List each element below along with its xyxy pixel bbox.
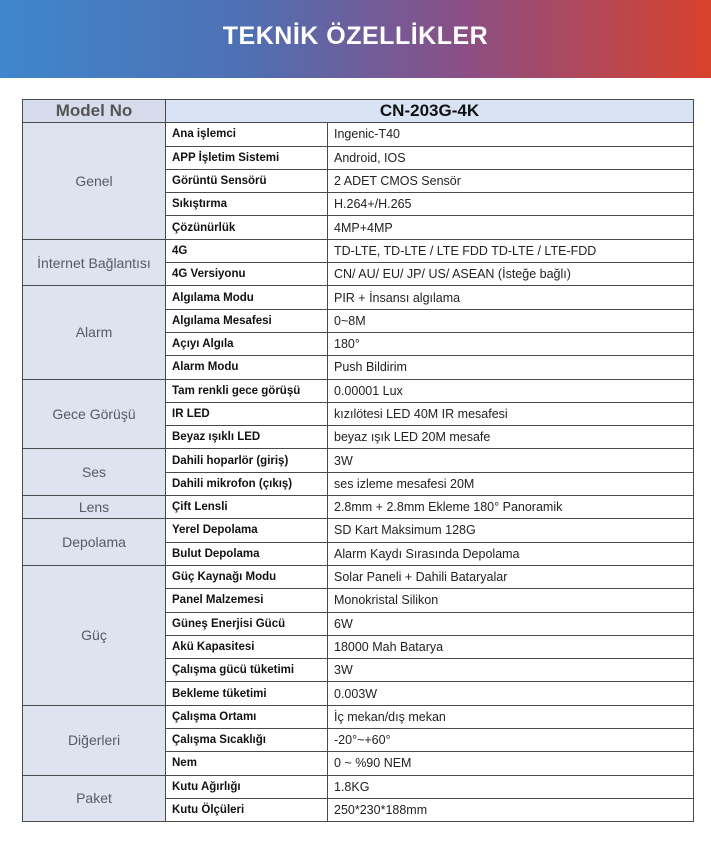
table-row	[23, 286, 694, 309]
model-no-label: Model No	[23, 100, 166, 123]
spec-value: beyaz ışık LED 20M mesafe	[328, 426, 694, 449]
spec-value: 4MP+4MP	[328, 216, 694, 239]
spec-value: 2.8mm + 2.8mm Ekleme 180° Panoramik	[328, 496, 694, 519]
spec-key: Tam renkli gece görüşü	[166, 379, 328, 402]
spec-key: Algılama Modu	[166, 286, 328, 309]
spec-key: Kutu Ölçüleri	[166, 798, 328, 821]
table-row	[23, 565, 694, 588]
spec-key: Çalışma gücü tüketimi	[166, 659, 328, 682]
spec-value: -20°~+60°	[328, 729, 694, 752]
table-row	[23, 496, 694, 519]
table-header-row	[23, 100, 694, 123]
category-cell: Güç	[23, 565, 166, 705]
spec-key: Bulut Depolama	[166, 542, 328, 565]
spec-key: Akü Kapasitesi	[166, 635, 328, 658]
spec-key: Beyaz ışıklı LED	[166, 426, 328, 449]
table-row	[23, 705, 694, 728]
spec-key: Ana işlemci	[166, 123, 328, 146]
spec-key: Alarm Modu	[166, 356, 328, 379]
spec-key: Yerel Depolama	[166, 519, 328, 542]
spec-value: 0 ~ %90 NEM	[328, 752, 694, 775]
table-row	[23, 449, 694, 472]
spec-key: Çift Lensli	[166, 496, 328, 519]
spec-value: kızılötesi LED 40M IR mesafesi	[328, 402, 694, 425]
spec-key: Bekleme tüketimi	[166, 682, 328, 705]
spec-value: 6W	[328, 612, 694, 635]
spec-key: Panel Malzemesi	[166, 589, 328, 612]
spec-key: Açıyı Algıla	[166, 332, 328, 355]
spec-value: SD Kart Maksimum 128G	[328, 519, 694, 542]
category-cell: Diğerleri	[23, 705, 166, 775]
spec-key: Çalışma Ortamı	[166, 705, 328, 728]
spec-table-body	[23, 123, 694, 822]
spec-value: 3W	[328, 449, 694, 472]
page-title: TEKNİK ÖZELLİKLER	[222, 21, 489, 50]
spec-key: 4G	[166, 239, 328, 262]
spec-value: 180°	[328, 332, 694, 355]
header-banner	[0, 0, 711, 78]
category-cell: Ses	[23, 449, 166, 496]
spec-value: Alarm Kaydı Sırasında Depolama	[328, 542, 694, 565]
table-row	[23, 519, 694, 542]
category-cell: Gece Görüşü	[23, 379, 166, 449]
spec-value: 0.00001 Lux	[328, 379, 694, 402]
spec-key: Sıkıştırma	[166, 193, 328, 216]
spec-value: İç mekan/dış mekan	[328, 705, 694, 728]
spec-key: Çalışma Sıcaklığı	[166, 729, 328, 752]
spec-key: Güneş Enerjisi Gücü	[166, 612, 328, 635]
spec-value: 1.8KG	[328, 775, 694, 798]
spec-key: Nem	[166, 752, 328, 775]
spec-key: Görüntü Sensörü	[166, 169, 328, 192]
spec-value: TD-LTE, TD-LTE / LTE FDD TD-LTE / LTE-FDD	[328, 239, 694, 262]
category-cell: Depolama	[23, 519, 166, 566]
spec-value: ses izleme mesafesi 20M	[328, 472, 694, 495]
spec-key: Dahili hoparlör (giriş)	[166, 449, 328, 472]
spec-value: H.264+/H.265	[328, 193, 694, 216]
spec-value: Monokristal Silikon	[328, 589, 694, 612]
spec-key: IR LED	[166, 402, 328, 425]
spec-value: Ingenic-T40	[328, 123, 694, 146]
table-row	[23, 123, 694, 146]
spec-value: CN/ AU/ EU/ JP/ US/ ASEAN (İsteğe bağlı)	[328, 263, 694, 286]
spec-key: APP İşletim Sistemi	[166, 146, 328, 169]
spec-value: 250*230*188mm	[328, 798, 694, 821]
spec-value: Solar Paneli + Dahili Bataryalar	[328, 565, 694, 588]
category-cell: Alarm	[23, 286, 166, 379]
category-cell: Genel	[23, 123, 166, 239]
spec-value: 18000 Mah Batarya	[328, 635, 694, 658]
model-no-value: CN-203G-4K	[166, 100, 694, 123]
spec-value: Push Bildirim	[328, 356, 694, 379]
spec-table	[22, 99, 694, 822]
table-row	[23, 775, 694, 798]
spec-key: 4G Versiyonu	[166, 263, 328, 286]
spec-value: 3W	[328, 659, 694, 682]
spec-key: Güç Kaynağı Modu	[166, 565, 328, 588]
spec-value: 0.003W	[328, 682, 694, 705]
category-cell: Paket	[23, 775, 166, 822]
spec-value: 0~8M	[328, 309, 694, 332]
spec-value: 2 ADET CMOS Sensör	[328, 169, 694, 192]
category-cell: Lens	[23, 496, 166, 519]
spec-value: Android, IOS	[328, 146, 694, 169]
category-cell: İnternet Bağlantısı	[23, 239, 166, 286]
spec-key: Kutu Ağırlığı	[166, 775, 328, 798]
spec-key: Çözünürlük	[166, 216, 328, 239]
spec-key: Algılama Mesafesi	[166, 309, 328, 332]
spec-value: PIR + İnsansı algılama	[328, 286, 694, 309]
table-row	[23, 379, 694, 402]
spec-key: Dahili mikrofon (çıkış)	[166, 472, 328, 495]
table-row	[23, 239, 694, 262]
